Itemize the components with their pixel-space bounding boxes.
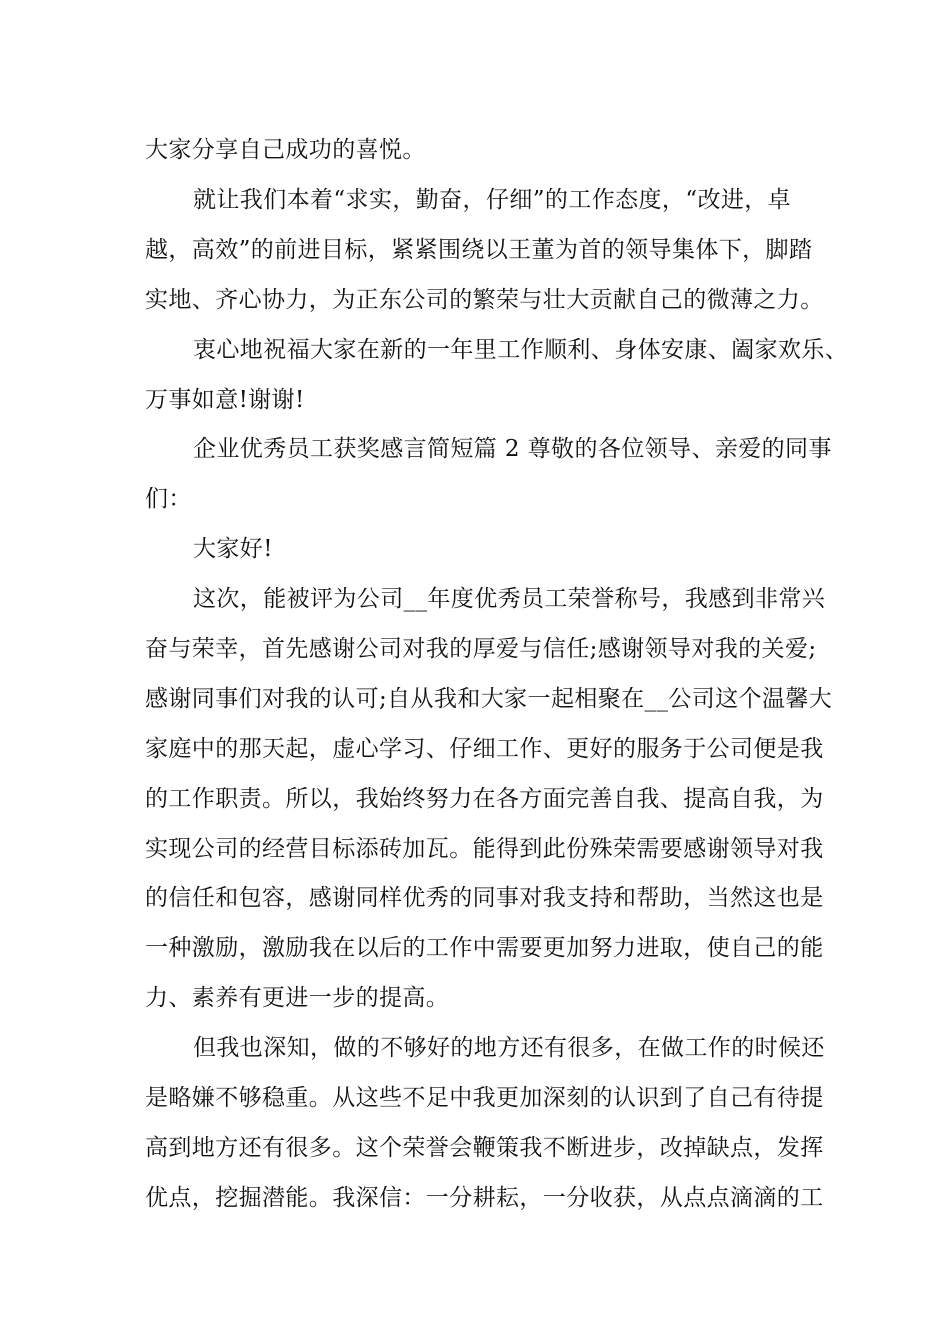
text-line: 实地、齐心协力，为正东公司的繁荣与壮大贡献自己的微薄之力。 <box>145 287 824 313</box>
text-line: 奋与荣幸，首先感谢公司对我的厚爱与信任;感谢领导对我的关爱; <box>145 636 817 662</box>
text-line: 但我也深知，做的不够好的地方还有很多，在做工作的时候还 <box>193 1035 825 1061</box>
text-line: 是略嫌不够稳重。从这些不足中我更加深刻的认识到了自己有待提 <box>145 1085 824 1111</box>
text-line: 大家好! <box>193 536 273 562</box>
text-line: 优点，挖掘潜能。我深信：一分耕耘，一分收获，从点点滴滴的工 <box>145 1185 824 1211</box>
text-line: 的工作职责。所以，我始终努力在各方面完善自我、提高自我，为 <box>145 786 824 812</box>
text-line: 一种激励，激励我在以后的工作中需要更加努力进取，使自己的能 <box>145 935 824 961</box>
text-line: 高到地方还有很多。这个荣誉会鞭策我不断进步，改掉缺点，发挥 <box>145 1135 824 1161</box>
text-line: 大家分享自己成功的喜悦。 <box>145 137 426 163</box>
text-line: 衷心地祝福大家在新的一年里工作顺利、身体安康、阖家欢乐、 <box>193 337 849 363</box>
text-line: 就让我们本着“求实，勤奋，仔细”的工作态度，“改进，卓 <box>193 187 792 213</box>
text-line: 们： <box>145 486 192 512</box>
text-line: 家庭中的那天起，虚心学习、仔细工作、更好的服务于公司便是我 <box>145 736 824 762</box>
text-line: 万事如意!谢谢! <box>145 387 305 413</box>
text-line: 力、素养有更进一步的提高。 <box>145 985 450 1011</box>
text-line: 越，高效”的前进目标，紧紧围绕以王董为首的领导集体下，脚踏 <box>145 237 813 263</box>
text-line: 感谢同事们对我的认可;自从我和大家一起相聚在__公司这个温馨大 <box>145 686 833 712</box>
text-line: 这次，能被评为公司__年度优秀员工荣誉称号，我感到非常兴 <box>193 586 826 612</box>
text-line: 企业优秀员工获奖感言简短篇 2 尊敬的各位领导、亲爱的同事 <box>193 436 832 462</box>
text-line: 的信任和包容，感谢同样优秀的同事对我支持和帮助，当然这也是 <box>145 885 824 911</box>
text-line: 实现公司的经营目标添砖加瓦。能得到此份殊荣需要感谢领导对我 <box>145 836 824 862</box>
